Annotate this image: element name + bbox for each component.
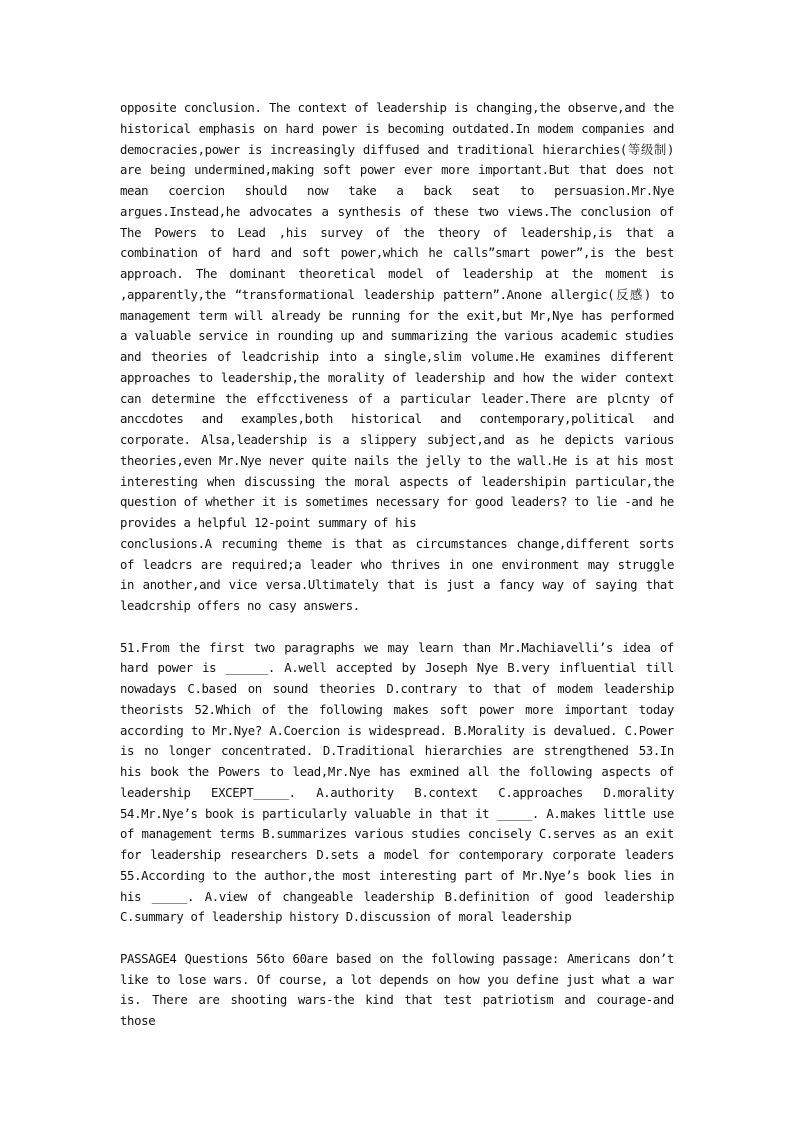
questions-51-55-paragraph: 51.From the first two paragraphs we may learn than Mr.Machiavelli’s idea of hard power is ______. A.well accepted by Joseph Nye B.very influential till nowadays C.based on sound theories D.contrary to that of modem leadership theorists 52.Which of the following makes soft power more important today according to Mr.Nye? A.Coercion is widespread. B.Morality is devalued. C.Power is no longer concentrated. D.Traditional hierarchies are strengthened 53.In his book the Powers to lead,Mr.Nye has exmined all the following aspects of leadership EXCEPT_____. A.authority B.context C.approaches D.morality 54.Mr.Nye’s book is particularly valuable in that it _____. A.makes little use of management terms B.summarizes various studies concisely C.serves as an exit for leadership researchers D.sets a model for contemporary corporate leaders 55.According to the author,the most interesting part of Mr.Nye’s book lies in his _____. A.view of changeable leadership B.definition of good leadership C.summary of leadership history D.discussion of moral leadership [120,640,674,925]
paragraph-spacer [120,617,674,638]
document-page [120,98,674,1032]
passage4-intro-paragraph: PASSAGE4 Questions 56to 60are based on the following passage: Americans don’t like to lose wars. Of course, a lot depends on how you define just what a war is. There are shooting wars-the kind that test patriotism and courage-and those [120,951,674,1028]
paragraph-spacer [120,928,674,949]
passage3-body-paragraph: opposite conclusion. The context of leadership is changing,the observe,and the historical emphasis on hard power is becoming outdated.In modem companies and democracies,power is increasingly diffused and traditional hierarchies(等级制) are being undermined,making soft power ever more important.But that does not mean coercion should now take a back seat to persuasion.Mr.Nye argues.Instead,he advocates a synthesis of these two views.The conclusion of The Powers to Lead ,his survey of the theory of leadership,is that a combination of hard and soft power,which he calls”smart power”,is the best approach. The dominant theoretical model of leadership at the moment is ,apparently,the “transformational leadership pattern”.Anone allergic(反感) to management term will already be running for the exit,but Mr,Nye has performed a valuable service in rounding up and summarizing the various academic studies and theories of leadcriship into a single,slim volume.He examines different approaches to leadership,the morality of leadership and how the wider context can determine the effcctiveness of a particular leader.There are plcnty of anccdotes and examples,both historical and contemporary,political and corporate. Alsa,leadership is a slippery subject,and as he depicts various theories,even Mr.Nye never quite nails the jelly to the wall.He is at his most interesting when discussing the moral aspects of leadershipin particular,the question of whether it is sometimes necessary for good leaders? to lie -and he provides a helpful 12-point summary of his [120,101,674,530]
passage3-conclusion-paragraph: conclusions.A recuming theme is that as circumstances change,different sorts of leadcrs are required;a leader who thrives in one environment may struggle in another,and vice versa.Ultimately that is just a fancy way of saying that leadcrship offers no casy answers. [120,536,674,613]
